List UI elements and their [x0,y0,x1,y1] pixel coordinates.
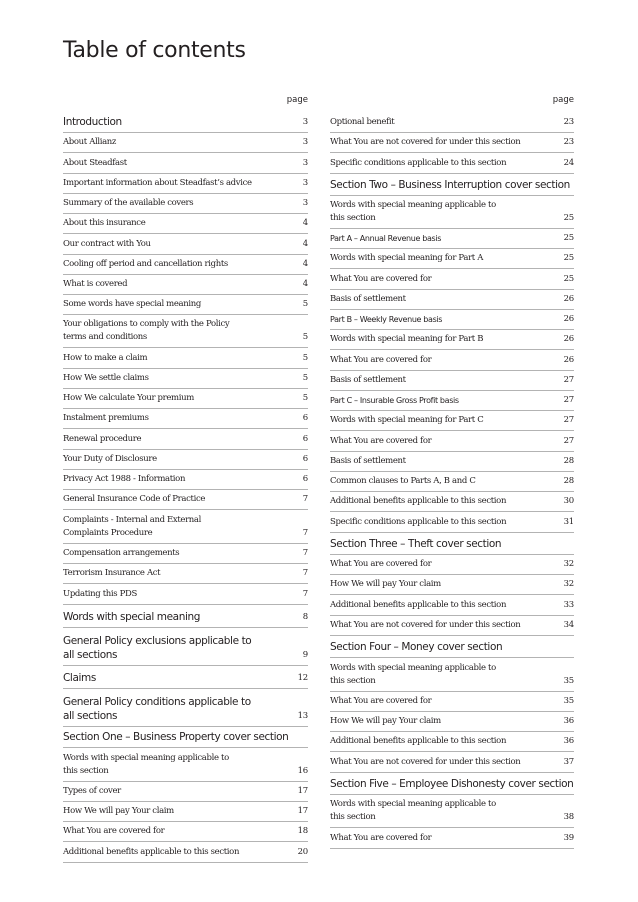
toc-page-number: 25 [563,253,574,263]
toc-entry-label: Updating this PDS [63,589,137,599]
toc-entry-label: Introduction [63,116,122,128]
toc-entry[interactable] [330,431,574,452]
toc-entry-label: Basis of settlement [330,375,406,385]
toc-page-number: 6 [302,474,308,484]
toc-entry[interactable] [330,555,574,575]
toc-page-number: 5 [302,393,308,403]
toc-entry-label: Basis of settlement [330,294,406,304]
toc-page-number: 5 [302,332,308,342]
toc-page-number: 28 [563,456,574,466]
toc-entry[interactable] [63,782,308,802]
toc-entry-label: What You are not covered for under this section [330,620,521,630]
toc-entry[interactable] [63,470,308,490]
toc-page-number: 20 [297,847,308,857]
toc-entry[interactable] [330,828,574,849]
toc-page-number: 5 [302,353,308,363]
toc-page-number: 23 [563,117,574,127]
toc-page-number: 7 [302,528,308,538]
toc-section-heading[interactable] [63,605,308,628]
toc-page-number: 37 [563,757,574,767]
toc-entry[interactable] [63,389,308,409]
toc-entry-label: Words with special meaning applicable to this section [330,200,496,223]
toc-entry[interactable] [330,616,574,636]
toc-entry[interactable] [63,275,308,295]
toc-entry[interactable] [330,795,574,828]
toc-page-number: 39 [563,833,574,843]
toc-entry[interactable] [330,107,574,133]
toc-entry-label: What You are covered for [330,274,432,284]
toc-entry[interactable] [63,295,308,315]
toc-entry-label: Words with special meaning for Part B [330,334,484,344]
toc-page-number: 9 [302,650,308,660]
toc-page-number: 7 [302,494,308,504]
toc-page-number: 27 [563,375,574,385]
toc-entry[interactable] [63,842,308,863]
toc-page-number: 4 [302,259,308,269]
toc-entry[interactable] [63,194,308,214]
toc-page-number: 35 [563,696,574,706]
toc-page-number: 27 [563,436,574,446]
toc-section-heading[interactable] [330,636,574,658]
toc-entry-label: What You are covered for [63,826,165,836]
toc-entry-label: Additional benefits applicable to this section [63,847,240,857]
toc-page-number: 26 [563,334,574,344]
toc-page-number: 17 [297,786,308,796]
toc-entry[interactable] [330,330,574,350]
toc-entry[interactable] [330,269,574,290]
toc-entry-label: How We settle claims [63,373,149,383]
toc-entry-label: What You are covered for [330,696,432,706]
toc-page-number: 16 [297,766,308,776]
toc-page-number: 32 [563,579,574,589]
toc-section-heading[interactable] [63,727,308,748]
toc-entry-label: Section One – Business Property cover section [63,731,289,743]
page-column-header: page [286,95,308,105]
toc-entry-label: Instalment premiums [63,413,149,423]
toc-page-number: 6 [302,454,308,464]
toc-entry[interactable] [63,510,308,544]
toc-entry-label: Additional benefits applicable to this section [330,600,507,610]
toc-page-number: 7 [302,589,308,599]
toc-page-number: 24 [563,158,574,168]
toc-entry-label: What You are covered for [330,436,432,446]
toc-entry[interactable] [63,255,308,275]
toc-page-number: 26 [563,314,574,324]
toc-entry[interactable] [330,371,574,391]
toc-entry-label: Your Duty of Disclosure [63,454,157,464]
toc-entry[interactable] [330,310,574,330]
toc-page-number: 5 [302,299,308,309]
toc-page-number: 4 [302,279,308,289]
toc-page-number: 35 [563,676,574,686]
toc-page-number: 25 [563,213,574,223]
toc-entry[interactable] [330,133,574,153]
toc-entry[interactable] [63,133,308,153]
toc-page-number: 3 [302,198,308,208]
toc-page-number: 38 [563,812,574,822]
toc-entry-label: About Allianz [63,137,117,147]
toc-entry-label: How We calculate Your premium [63,393,194,403]
toc-entry-label: General Policy conditions applicable to all sections [63,696,251,722]
toc-entry[interactable] [330,290,574,310]
toc-page-number: 27 [563,415,574,425]
toc-entry[interactable] [63,450,308,470]
toc-entry-label: Summary of the available covers [63,198,194,208]
toc-entry-label: Optional benefit [330,117,395,127]
toc-entry[interactable] [63,802,308,822]
page-column-header: page [552,95,574,105]
toc-entry-label: Specific conditions applicable to this section [330,517,507,527]
toc-entry-label: What You are covered for [330,559,432,569]
toc-entry-label: Claims [63,672,96,684]
toc-page-number: 6 [302,413,308,423]
toc-entry[interactable] [63,584,308,605]
toc-column-left [63,93,308,863]
toc-page-number: 27 [563,395,574,405]
toc-page-number: 36 [563,716,574,726]
toc-page-number: 17 [297,806,308,816]
toc-entry-label: General Insurance Code of Practice [63,494,206,504]
toc-entry[interactable] [330,492,574,512]
toc-page-number: 5 [302,373,308,383]
toc-entry-label: What You are covered for [330,833,432,843]
toc-entry-label: Types of cover [63,786,121,796]
toc-section-heading[interactable] [330,174,574,196]
toc-page-number: 30 [563,496,574,506]
toc-entry-label: What You are not covered for under this section [330,757,521,767]
toc-page-number: 4 [302,239,308,249]
toc-entry-label: Terrorism Insurance Act [63,568,161,578]
toc-page-number: 25 [563,274,574,284]
toc-entry[interactable] [330,658,574,692]
toc-entry-label: Cooling off period and cancellation rights [63,259,228,269]
toc-page-number: 12 [297,673,308,683]
toc-column-right [330,93,574,849]
toc-section-heading[interactable] [63,628,308,666]
toc-entry-label: Words with special meaning applicable to this section [63,753,229,776]
toc-page-number: 3 [302,117,308,127]
page-title: Table of contents [63,38,246,63]
toc-page-number: 7 [302,548,308,558]
toc-entry-label: Section Three – Theft cover section [330,538,502,550]
toc-entry[interactable] [63,490,308,510]
toc-section-heading[interactable] [330,533,574,555]
toc-entry-label: Section Five – Employee Dishonesty cover section [330,778,574,790]
toc-page-number: 7 [302,568,308,578]
toc-page-number: 32 [563,559,574,569]
toc-entry-label: How to make a claim [63,353,148,363]
toc-entry-label: Complaints - Internal and External Complaints Procedure [63,515,202,538]
toc-entry-label: How We will pay Your claim [63,806,174,816]
toc-entry[interactable] [63,429,308,450]
toc-entry-label: Renewal procedure [63,434,142,444]
toc-entry[interactable] [330,575,574,595]
toc-entry-label: Additional benefits applicable to this section [330,496,507,506]
toc-page-number: 13 [297,711,308,721]
toc-entry-label: Specific conditions applicable to this section [330,158,507,168]
toc-list-right [330,107,574,849]
toc-entry[interactable] [330,391,574,411]
toc-entry-label: Some words have special meaning [63,299,201,309]
toc-entry[interactable] [330,229,574,249]
toc-page-number: 34 [563,620,574,630]
toc-entry[interactable] [330,196,574,229]
toc-entry-label: Your obligations to comply with the Policy terms and conditions [63,319,230,342]
toc-entry-label: Words with special meaning for Part C [330,415,484,425]
toc-entry[interactable] [330,350,574,371]
toc-entry[interactable] [63,544,308,564]
toc-page-number: 26 [563,294,574,304]
toc-entry-label: Words with special meaning applicable to this section [330,663,496,686]
toc-entry[interactable] [330,249,574,269]
toc-entry-label: Common clauses to Parts A, B and C [330,476,476,486]
toc-entry[interactable] [330,712,574,732]
toc-entry-label: Additional benefits applicable to this section [330,736,507,746]
toc-entry[interactable] [63,174,308,194]
toc-entry-label: Part A – Annual Revenue basis [330,234,442,243]
toc-entry-label: Compensation arrangements [63,548,180,558]
toc-page-number: 3 [302,178,308,188]
toc-entry[interactable] [63,822,308,842]
toc-entry[interactable] [330,732,574,752]
toc-entry[interactable] [330,411,574,431]
toc-entry-label: Part C – Insurable Gross Profit basis [330,396,459,405]
toc-entry[interactable] [63,348,308,369]
toc-section-heading[interactable] [63,107,308,133]
toc-entry-label: Basis of settlement [330,456,406,466]
toc-entry-label: How We will pay Your claim [330,716,441,726]
toc-entry[interactable] [63,748,308,782]
toc-entry-label: What is covered [63,279,128,289]
toc-entry[interactable] [63,564,308,584]
toc-entry[interactable] [330,452,574,472]
toc-entry[interactable] [330,595,574,616]
toc-entry-label: Section Four – Money cover section [330,641,503,653]
toc-entry[interactable] [63,214,308,234]
toc-page-number: 8 [302,612,308,622]
toc-entry-label: What You are not covered for under this section [330,137,521,147]
toc-entry-label: Our contract with You [63,239,151,249]
toc-page-number: 3 [302,158,308,168]
toc-entry-label: Words with special meaning [63,611,201,623]
toc-entry-label: Words with special meaning for Part A [330,253,484,263]
toc-page-number: 28 [563,476,574,486]
toc-entry-label: What You are covered for [330,355,432,365]
toc-page-number: 23 [563,137,574,147]
toc-entry[interactable] [63,409,308,429]
toc-entry[interactable] [63,369,308,389]
toc-entry[interactable] [330,752,574,773]
toc-entry-label: How We will pay Your claim [330,579,441,589]
toc-page-number: 33 [563,600,574,610]
toc-entry-label: Privacy Act 1988 - Information [63,474,186,484]
toc-entry[interactable] [63,234,308,255]
toc-section-heading[interactable] [63,689,308,727]
toc-entry[interactable] [63,315,308,348]
toc-entry-label: General Policy exclusions applicable to all sections [63,635,252,661]
toc-page-number: 31 [563,517,574,527]
toc-page-number: 18 [297,826,308,836]
toc-entry-label: Important information about Steadfast’s advice [63,178,252,188]
toc-entry[interactable] [63,153,308,174]
toc-page-number: 4 [302,218,308,228]
toc-entry-label: About this insurance [63,218,146,228]
toc-page-number: 3 [302,137,308,147]
toc-entry-label: Part B – Weekly Revenue basis [330,315,443,324]
toc-list-left [63,107,308,863]
toc-entry[interactable] [330,692,574,712]
toc-entry[interactable] [330,472,574,492]
toc-entry-label: Section Two – Business Interruption cover section [330,179,570,191]
toc-page-number: 6 [302,434,308,444]
toc-page-number: 25 [563,233,574,243]
toc-entry[interactable] [330,153,574,174]
toc-section-heading[interactable] [330,773,574,795]
toc-page-number: 26 [563,355,574,365]
toc-entry-label: About Steadfast [63,158,127,168]
toc-section-heading[interactable] [63,666,308,689]
toc-entry-label: Words with special meaning applicable to this section [330,799,496,822]
toc-entry[interactable] [330,512,574,533]
toc-page-number: 36 [563,736,574,746]
